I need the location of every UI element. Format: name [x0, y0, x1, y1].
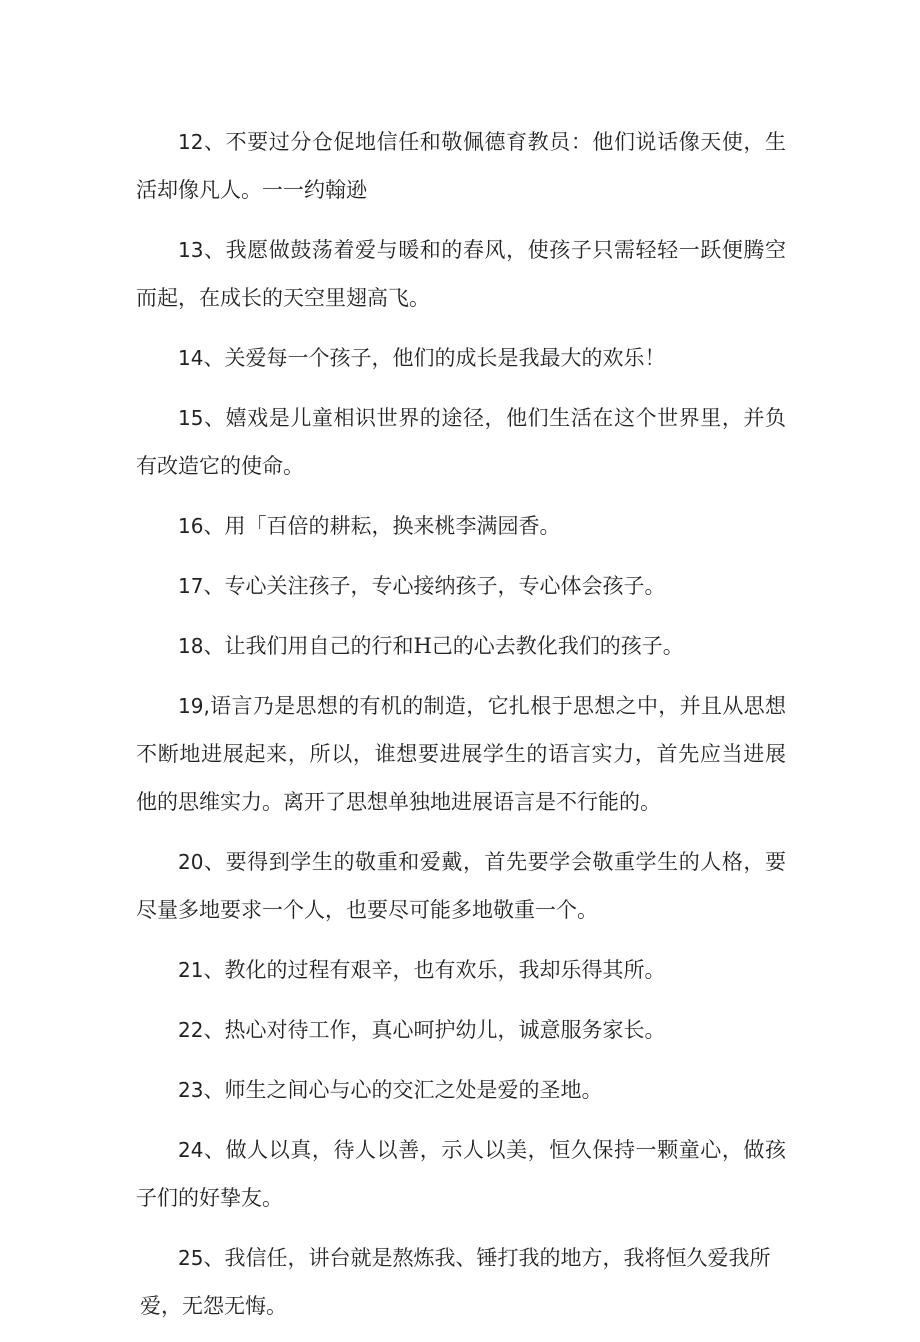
item-number: 15	[178, 406, 204, 430]
item-number: 14	[178, 346, 204, 370]
item-number: 18	[178, 634, 204, 658]
item-number: 24	[178, 1138, 204, 1162]
item-number: 16	[178, 514, 204, 538]
item-text: 、嬉戏是儿童相识世界的途径，他们生活在这个世界里，并负有改造它的使命。	[136, 406, 786, 478]
list-item	[136, 334, 786, 382]
item-text: 、做人以真，待人以善，示人以美，恒久保持一颗童心，做孩子们的好挚友。	[136, 1138, 786, 1210]
item-text: 、要得到学生的敬重和爱戴，首先要学会敬重学生的人格，要尽量多地要求一个人，也要尽可能多地敬重一个。	[136, 850, 786, 922]
list-item	[136, 946, 786, 994]
item-text: 、专心关注孩子，专心接纳孩子，专心体会孩子。	[203, 574, 666, 598]
list-item	[136, 682, 786, 826]
list-item	[136, 118, 786, 214]
item-text: 、用「百倍的耕耘，换来桃李满园香。	[203, 514, 561, 538]
list-item	[136, 622, 786, 670]
item-number: 20	[178, 850, 204, 874]
item-number: 12	[178, 130, 204, 154]
list-item	[136, 226, 786, 322]
item-text: 、不要过分仓促地信任和敬佩德育教员：他们说话像天使，生活却像凡人。一一约翰逊	[136, 130, 786, 202]
quote-list	[136, 118, 786, 1342]
item-text: 、教化的过程有艰辛，也有欢乐，我却乐得其所。	[203, 958, 666, 982]
item-text: 、关爱每一个孩子，他们的成长是我最大的欢乐！	[203, 346, 666, 370]
item-number: 19,	[178, 694, 210, 718]
item-number: 17	[178, 574, 204, 598]
item-number: 13	[178, 238, 204, 262]
item-text: 、热心对待工作，真心呵护幼儿，诚意服务家长。	[203, 1018, 666, 1042]
list-item	[136, 1234, 786, 1330]
item-number: 22	[178, 1018, 204, 1042]
item-text-continuation: 爱，无怨无悔。	[140, 1294, 287, 1318]
item-text: 、我信任，讲台就是熬炼我、锤打我的地方，我将恒久爱我所	[203, 1246, 771, 1270]
list-item	[136, 1006, 786, 1054]
item-number: 23	[178, 1078, 204, 1102]
list-item	[136, 502, 786, 550]
list-item	[136, 838, 786, 934]
item-text: 语言乃是思想的有机的制造，它扎根于思想之中，并且从思想不断地进展起来，所以，谁想要进展学生的语言实力，首先应当进展他的思维实力。离开了思想单独地进展语言是不行能的。	[136, 694, 786, 814]
item-number: 21	[178, 958, 204, 982]
list-item	[136, 562, 786, 610]
list-item	[136, 394, 786, 490]
list-item	[136, 1126, 786, 1222]
list-item	[136, 1066, 786, 1114]
item-text: 、让我们用自己的行和H己的心去教化我们的孩子。	[203, 634, 684, 658]
item-number: 25	[178, 1246, 204, 1270]
item-text: 、师生之间心与心的交汇之处是爱的圣地。	[203, 1078, 603, 1102]
item-text: 、我愿做鼓荡着爱与暖和的春风，使孩子只需轻轻一跃便腾空而起，在成长的天空里翅高飞。	[136, 238, 786, 310]
